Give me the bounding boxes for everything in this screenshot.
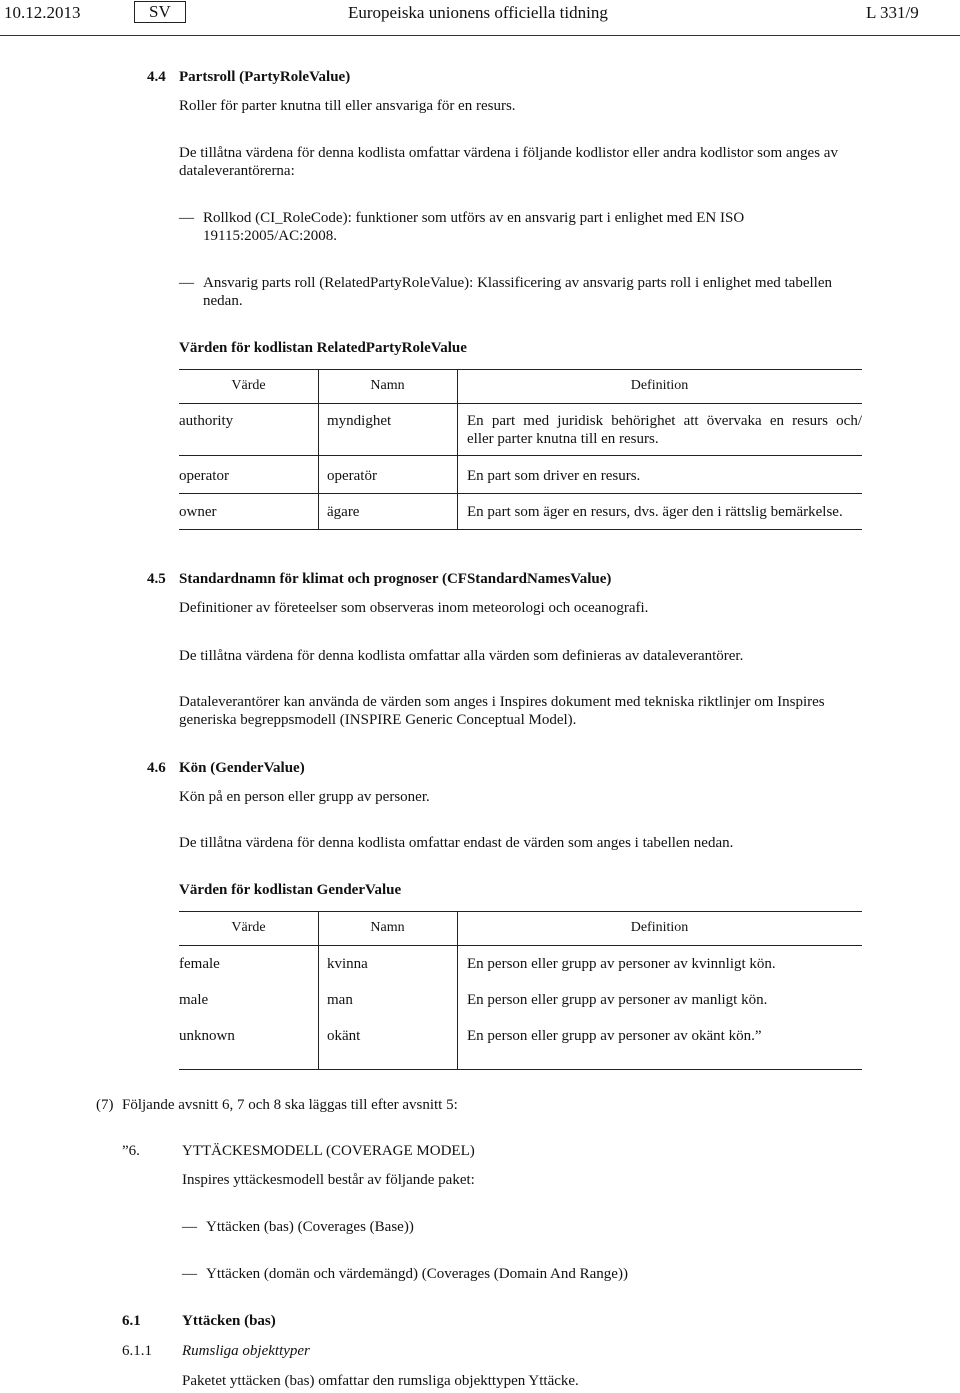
column-header: Definition bbox=[630, 378, 689, 393]
table-title: Värden för kodlistan RelatedPartyRoleValue bbox=[179, 340, 467, 356]
section-description: Kön på en person eller grupp av personer. bbox=[179, 789, 430, 805]
section-title: YTTÄCKESMODELL (COVERAGE MODEL) bbox=[182, 1143, 475, 1159]
section-title: Kön (GenderValue) bbox=[179, 760, 305, 776]
page-number: L 331/9 bbox=[866, 3, 919, 22]
column-header: Värde bbox=[231, 920, 266, 935]
section-description: Inspires yttäckesmodell består av följande paket: bbox=[182, 1172, 475, 1188]
section-title: Rumsliga objekttyper bbox=[182, 1343, 310, 1359]
section-number: 6.1 bbox=[122, 1313, 141, 1329]
language-badge: SV bbox=[134, 1, 186, 23]
cell-definition: En person eller grupp av personer av manligt kön. bbox=[467, 992, 768, 1008]
cell-name: myndighet bbox=[327, 413, 392, 429]
cell-definition: En person eller grupp av personer av okänt kön.” bbox=[467, 1028, 762, 1044]
table-title: Värden för kodlistan GenderValue bbox=[179, 882, 402, 898]
table-rule bbox=[179, 369, 862, 370]
section-number: 6.1.1 bbox=[122, 1343, 152, 1359]
column-header: Namn bbox=[370, 378, 405, 393]
dash-marker: — bbox=[179, 210, 194, 226]
amendment-number: (7) bbox=[96, 1097, 114, 1113]
amendment-text: Följande avsnitt 6, 7 och 8 ska läggas till efter avsnitt 5: bbox=[122, 1097, 458, 1113]
gender-value-table bbox=[179, 911, 862, 1071]
column-header: Namn bbox=[370, 920, 405, 935]
dash-marker: — bbox=[182, 1219, 197, 1235]
cell-definition: En part med juridisk behörighet att övervaka en resurs och/ bbox=[467, 413, 862, 429]
cell-definition: En person eller grupp av personer av kvinnligt kön. bbox=[467, 956, 776, 972]
list-item bbox=[182, 1218, 862, 1236]
column-header: Värde bbox=[231, 378, 266, 393]
table-rule bbox=[179, 529, 862, 530]
list-item-text: Yttäcken (bas) (Coverages (Base)) bbox=[206, 1219, 414, 1235]
section-description: Definitioner av företeelser som observeras inom meteorologi och oceanografi. bbox=[179, 600, 649, 616]
list-item-text: Yttäcken (domän och värdemängd) (Coverages (Domain And Range)) bbox=[206, 1266, 628, 1282]
cell-value: female bbox=[179, 956, 220, 972]
cell-name: operatör bbox=[327, 468, 377, 484]
table-rule bbox=[179, 403, 862, 404]
header-rule bbox=[0, 35, 960, 36]
cell-definition: En part som driver en resurs. bbox=[467, 468, 641, 484]
allowed-values-paragraph: De tillåtna värdena för denna kodlista omfattar endast de värden som anges i tabellen nedan. bbox=[179, 835, 734, 851]
section-title: Yttäcken (bas) bbox=[182, 1313, 276, 1329]
cell-value: authority bbox=[179, 413, 234, 429]
journal-title: Europeiska unionens officiella tidning bbox=[348, 3, 608, 22]
section-number: 4.4 bbox=[147, 69, 166, 85]
list-item bbox=[179, 209, 862, 245]
table-rule bbox=[179, 911, 862, 912]
table-rule bbox=[179, 945, 862, 946]
table-rule bbox=[179, 1069, 862, 1070]
cell-value: operator bbox=[179, 468, 229, 484]
allowed-values-paragraph: De tillåtna värdena för denna kodlista omfattar värdena i följande kodlistor eller andra kodlistor som anges av dataleverantörerna: bbox=[179, 145, 838, 179]
cell-definition: En part som äger en resurs, dvs. äger den i rättslig bemärkelse. bbox=[467, 504, 843, 520]
column-header: Definition bbox=[630, 920, 689, 935]
section-title: Standardnamn för klimat och prognoser (CFStandardNamesValue) bbox=[179, 571, 612, 587]
related-party-role-table bbox=[179, 369, 862, 531]
list-item bbox=[179, 274, 862, 310]
cell-name: ägare bbox=[327, 504, 360, 520]
cell-value: unknown bbox=[179, 1028, 235, 1044]
section-number: 4.5 bbox=[147, 571, 166, 587]
table-rule bbox=[179, 455, 862, 456]
list-item-text: Rollkod (CI_RoleCode): funktioner som utförs av en ansvarig part i enlighet med EN ISO 19115:2005/AC:2008. bbox=[203, 210, 745, 244]
cell-name: kvinna bbox=[327, 956, 368, 972]
dash-marker: — bbox=[179, 275, 194, 291]
allowed-values-paragraph: De tillåtna värdena för denna kodlista omfattar alla värden som definieras av dataleverantörer. bbox=[179, 648, 744, 664]
section-number: ”6. bbox=[122, 1143, 140, 1159]
list-item bbox=[182, 1265, 862, 1283]
cell-name: okänt bbox=[327, 1028, 361, 1044]
dash-marker: — bbox=[182, 1266, 197, 1282]
section-description: Paketet yttäcken (bas) omfattar den rumsliga objekttypen Yttäcke. bbox=[182, 1373, 579, 1389]
section-title: Partsroll (PartyRoleValue) bbox=[179, 69, 351, 85]
section-description: Roller för parter knutna till eller ansvariga för en resurs. bbox=[179, 98, 516, 114]
list-item-text: Ansvarig parts roll (RelatedPartyRoleValue): Klassificering av ansvarig parts roll i enlighet med tabellen nedan. bbox=[203, 275, 832, 309]
header-date: 10.12.2013 bbox=[4, 3, 81, 22]
cell-value: owner bbox=[179, 504, 217, 520]
cell-name: man bbox=[327, 992, 353, 1008]
section-number: 4.6 bbox=[147, 760, 166, 776]
table-rule bbox=[179, 493, 862, 494]
cell-value: male bbox=[179, 992, 209, 1008]
cell-definition: eller parter knutna till en resurs. bbox=[467, 431, 659, 447]
note-paragraph: Dataleverantörer kan använda de värden som anges i Inspires dokument med tekniska riktlinjer om Inspires generiska begreppsmodell (INSPIRE Generic Conceptual Model). bbox=[179, 694, 825, 728]
